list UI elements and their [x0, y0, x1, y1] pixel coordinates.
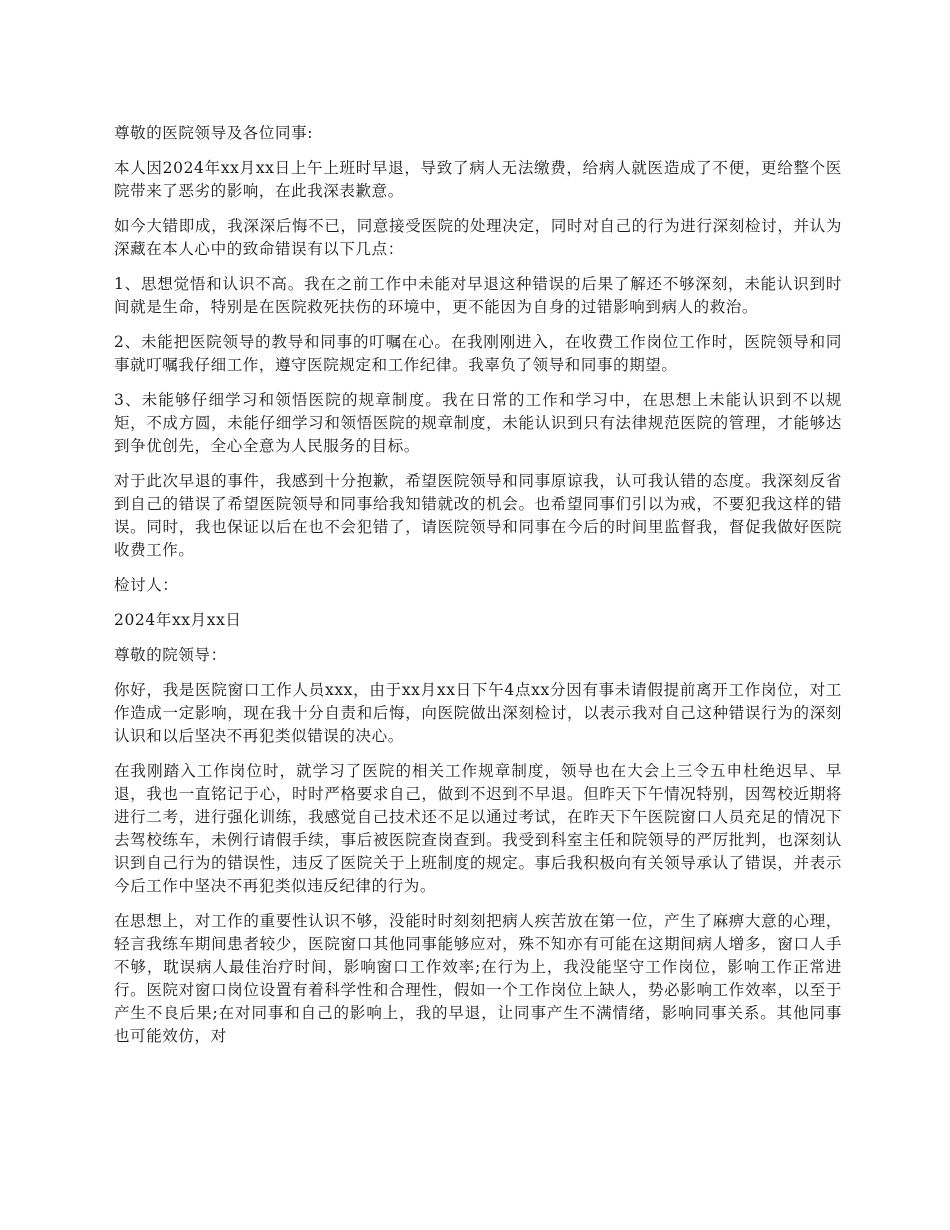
- paragraph-introduction: 你好，我是医院窗口工作人员xxx，由于xx月xx日下午4点xx分因有事未请假提前离开工作岗位，对工作造成一定影响，现在我十分自责和后悔，向医院做出深刻检讨，以表示我对自己这种错误行为的深刻认识和以后坚决不再犯类似错误的决心。: [114, 681, 842, 745]
- paragraph-circumstances: 在我刚踏入工作岗位时，就学习了医院的相关工作规章制度，领导也在大会上三令五申杜绝迟早、早退，我也一直铭记于心，时时严格要求自己，做到不迟到不早退。但昨天下午情况特别，因驾校近期将进行二考，进行强化训练，我感觉自己技术还不足以通过考试，在昨天下午医院窗口人员充足的情况下去驾校练车，未例行请假手续，事后被医院查岗查到。我受到科室主任和院领导的严厉批判，也深刻认识到自己行为的错误性，违反了医院关于上班制度的规定。事后我积极向有关领导承认了错误，并表示今后工作中坚决不再犯类似违反纪律的行为。: [114, 762, 842, 895]
- salutation-leaders: 尊敬的院领导：: [114, 646, 227, 664]
- paragraph-point-2: 2、未能把医院领导的教导和同事的叮嘱在心。在我刚刚进入，在收费工作岗位工作时，医院领导和同事就叮嘱我仔细工作，遵守医院规定和工作纪律。我辜负了领导和同事的期望。: [114, 333, 842, 374]
- paragraph-point-3: 3、未能够仔细学习和领悟医院的规章制度。我在日常的工作和学习中，在思想上未能认识到不以规矩，不成方圆，未能仔细学习和领悟医院的规章制度，未能认识到只有法律规范医院的管理，才能够达到争优创先，全心全意为人民服务的目标。: [114, 391, 842, 455]
- paragraph-point-1: 1、思想觉悟和认识不高。我在之前工作中未能对早退这种错误的后果了解还不够深刻，未能认识到时间就是生命，特别是在医院救死扶伤的环境中，更不能因为自身的过错影响到病人的救治。: [114, 275, 842, 316]
- signature-date: 2024年xx月xx日: [114, 611, 242, 629]
- paragraph-reflection: 在思想上，对工作的重要性认识不够，没能时时刻刻把病人疾苦放在第一位，产生了麻痹大意的心理，轻言我练车期间患者较少，医院窗口其他同事能够应对，殊不知亦有可能在这期间病人增多，窗口人手不够，耽误病人最佳治疗时间，影响窗口工作效率;在行为上，我没能坚守工作岗位，影响工作正常进行。医院对窗口岗位设置有着科学性和合理性，假如一个工作岗位上缺人，势必影响工作效率，以至于产生不良后果;在对同事和自己的影响上，我的早退，让同事产生不满情绪，影响同事关系。其他同事也可能效仿，对: [114, 912, 842, 1045]
- salutation-colleagues: 尊敬的医院领导及各位同事:: [114, 124, 314, 142]
- paragraph-apology: 对于此次早退的事件，我感到十分抱歉，希望医院领导和同事原谅我，认可我认错的态度。我深刻反省到自己的错误了希望医院领导和同事给我知错就改的机会。也希望同事们引以为戒，不要犯我这样的错误。同时，我也保证以后在也不会犯错了，请医院领导和同事在今后的时间里监督我，督促我做好医院收费工作。: [114, 472, 842, 559]
- paragraph-acceptance: 如今大错即成，我深深后悔不已，同意接受医院的处理决定，同时对自己的行为进行深刻检讨，并认为深藏在本人心中的致命错误有以下几点：: [114, 217, 842, 258]
- paragraph-incident: 本人因2024年xx月xx日上午上班时早退，导致了病人无法缴费，给病人就医造成了不便，更给整个医院带来了恶劣的影响，在此我深表歉意。: [114, 159, 842, 200]
- document-body: [114, 122, 842, 1060]
- signature-label: 检讨人：: [114, 576, 179, 594]
